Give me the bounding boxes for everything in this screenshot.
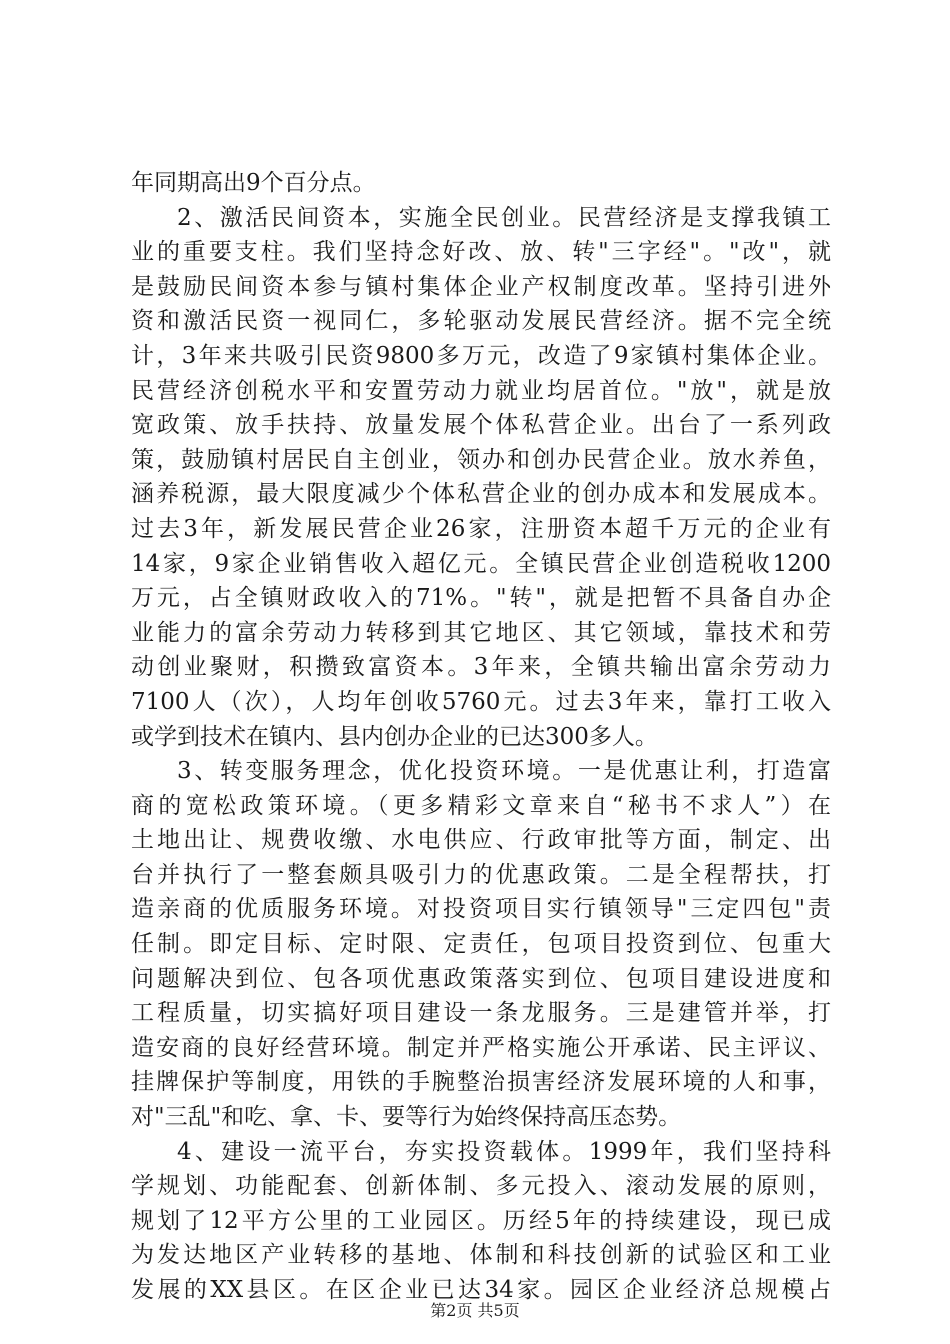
text-line: 问题解决到位、包各项优惠政策落实到位、包项目建设进度和 <box>131 965 831 992</box>
text-line: 7100人（次），人均年创收5760元。过去3年来，靠打工收入 <box>131 688 831 715</box>
text-line: 宽政策、放手扶持、放量发展个体私营企业。出台了一系列政 <box>131 412 831 439</box>
text-line: 年同期高出9个百分点。 <box>131 170 376 196</box>
text-line: 涵养税源，最大限度减少个体私营企业的创办成本和发展成本。 <box>131 481 831 508</box>
text-line: 对"三乱"和吃、拿、卡、要等行为始终保持高压态势。 <box>131 1104 682 1131</box>
text-line: 造安商的良好经营环境。制定并严格实施公开承诺、民主评议、 <box>131 1034 831 1061</box>
text-line: 台并执行了一整套颇具吸引力的优惠政策。二是全程帮扶，打 <box>131 861 831 888</box>
text-line: 业能力的富余劳动力转移到其它地区、其它领域，靠技术和劳 <box>131 619 831 646</box>
text-line: 计，3年来共吸引民资9800多万元，改造了9家镇村集体企业。 <box>131 342 831 369</box>
text-line: 商的宽松政策环境。（更多精彩文章来自“秘书不求人”）在 <box>131 792 831 819</box>
text-line: 民营经济创税水平和安置劳动力就业均居首位。"放"，就是放 <box>131 377 831 404</box>
text-line: 挂牌保护等制度，用铁的手腕整治损害经济发展环境的人和事， <box>131 1069 831 1096</box>
page-footer: 第2页 共5页 <box>430 1301 520 1320</box>
text-line: 14家，9家企业销售收入超亿元。全镇民营企业创造税收1200 <box>131 550 831 577</box>
text-line: 学规划、功能配套、创新体制、多元投入、滚动发展的原则， <box>131 1173 831 1200</box>
document-body <box>131 166 831 1308</box>
text-line: 土地出让、规费收缴、水电供应、行政审批等方面，制定、出 <box>131 827 831 854</box>
text-line: 任制。即定目标、定时限、定责任，包项目投资到位、包重大 <box>131 931 831 958</box>
text-line: 策，鼓励镇村居民自主创业，领办和创办民营企业。放水养鱼， <box>131 446 831 473</box>
text-line: 万元，占全镇财政收入的71%。"转"，就是把暂不具备自办企 <box>131 585 831 612</box>
text-line: 2、激活民间资本，实施全民创业。民营经济是支撑我镇工 <box>177 204 831 231</box>
text-line: 工程质量，切实搞好项目建设一条龙服务。三是建管并举，打 <box>131 1000 831 1027</box>
text-line: 是鼓励民间资本参与镇村集体企业产权制度改革。坚持引进外 <box>131 273 831 300</box>
text-line: 规划了12平方公里的工业园区。历经5年的持续建设，现已成 <box>131 1207 831 1234</box>
text-line: 4、建设一流平台，夯实投资载体。1999年，我们坚持科 <box>177 1138 831 1165</box>
text-line: 过去3年，新发展民营企业26家，注册资本超千万元的企业有 <box>131 515 831 542</box>
text-line: 业的重要支柱。我们坚持念好改、放、转"三字经"。"改"，就 <box>131 239 831 266</box>
text-line: 3、转变服务理念，优化投资环境。一是优惠让利，打造富 <box>177 758 831 785</box>
text-line: 发展的XX县区。在区企业已达34家。园区企业经济总规模占 <box>131 1277 831 1303</box>
text-line: 动创业聚财，积攒致富资本。3年来，全镇共输出富余劳动力 <box>131 654 831 681</box>
text-line: 造亲商的优质服务环境。对投资项目实行镇领导"三定四包"责 <box>131 896 831 923</box>
text-line: 资和激活民资一视同仁，多轮驱动发展民营经济。据不完全统 <box>131 308 831 335</box>
text-line: 为发达地区产业转移的基地、体制和科技创新的试验区和工业 <box>131 1242 831 1269</box>
text-line: 或学到技术在镇内、县内创办企业的已达300多人。 <box>131 723 658 750</box>
